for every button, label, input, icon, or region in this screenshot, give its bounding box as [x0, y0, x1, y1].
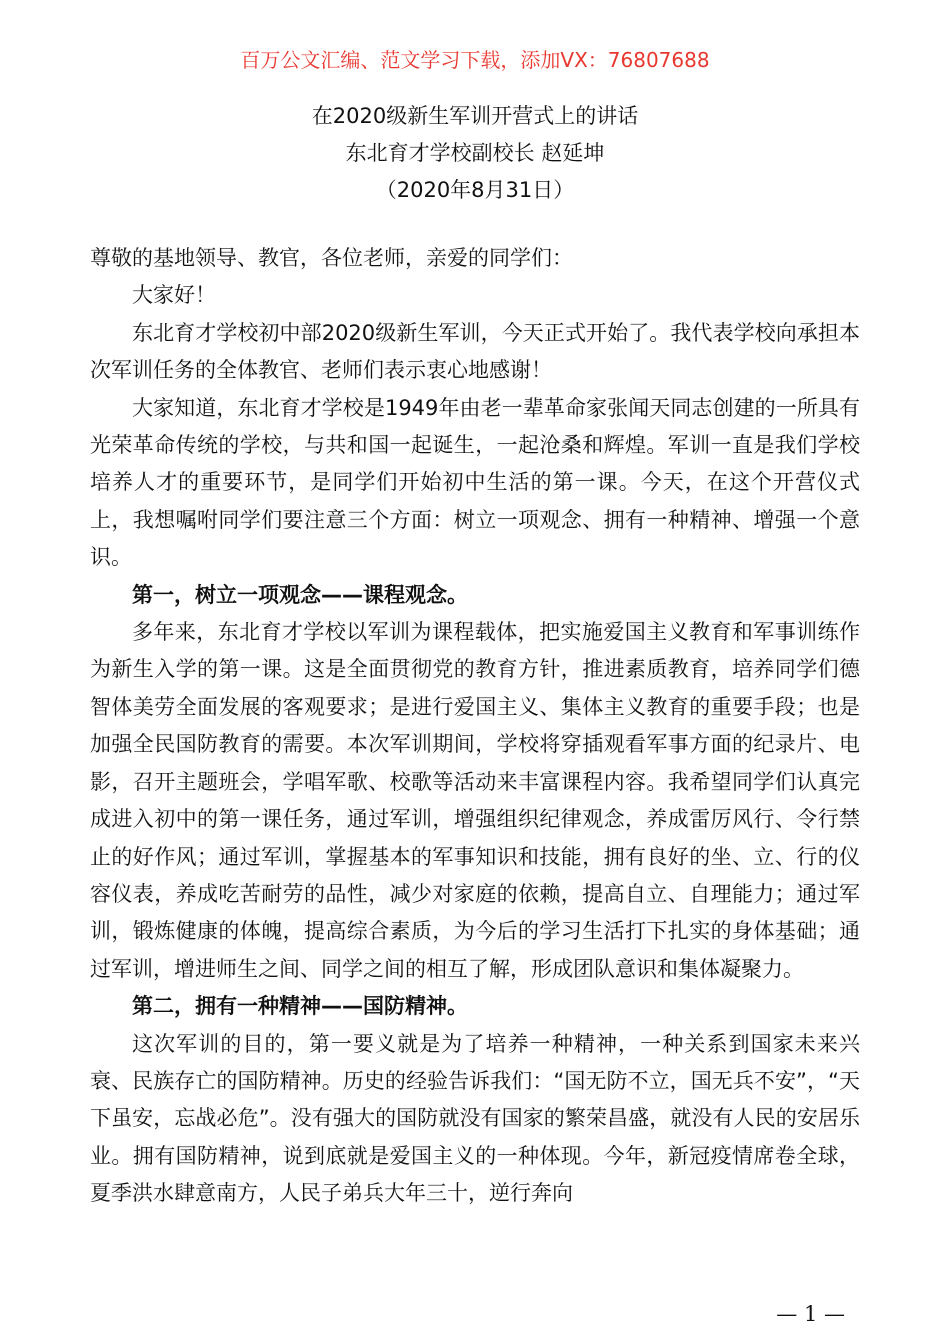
speech-date: （2020年8月31日）: [375, 178, 575, 202]
page-number: — 1 —: [776, 1302, 845, 1326]
paragraph-national-defense: 这次军训的目的，第一要义就是为了培养一种精神，一种关系到国家未来兴衰、民族存亡的国防精神。历史的经验告诉我们：“国无防不立，国无兵不安”，“天下虽安，忘战必危”。没有强大的国防就没有国家的繁荣昌盛，就没有人民的安居乐业。拥有国防精神，说到底就是爱国主义的一种体现。今年，新冠疫情席卷全球，夏季洪水肆意南方，人民子弟兵大年三十，逆行奔向: [90, 1031, 860, 1206]
section-heading-first: 第一，树立一项观念——课程观念。: [132, 582, 468, 607]
salutation: 尊敬的基地领导、教官，各位老师，亲爱的同学们：: [90, 246, 573, 270]
paragraph-opening: 东北育才学校初中部2020级新生军训，今天正式开始了。我代表学校向承担本次军训任务的全体教官、老师们表示衷心地感谢！: [90, 320, 860, 383]
speech-header: [0, 98, 950, 209]
speech-body: [90, 240, 860, 1213]
section-heading-second: 第二，拥有一种精神——国防精神。: [132, 994, 468, 1019]
banner-watermark: 百万公文汇编、范文学习下载，添加VX：76807688: [240, 48, 710, 72]
paragraph-school-history: 大家知道，东北育才学校是1949年由老一辈革命家张闻天同志创建的一所具有光荣革命传统的学校，与共和国一起诞生，一起沧桑和辉煌。军训一直是我们学校培养人才的重要环节，是同学们开始初中生活的第一课。今天，在这个开营仪式上，我想嘱咐同学们要注意三个方面：树立一项观念、拥有一种精神、增强一个意识。: [90, 395, 860, 570]
greeting: 大家好！: [132, 283, 216, 308]
paragraph-curriculum: 多年来，东北育才学校以军训为课程载体，把实施爱国主义教育和军事训练作为新生入学的第一课。这是全面贯彻党的教育方针，推进素质教育，培养同学们德智体美劳全面发展的客观要求；是进行爱国主义、集体主义教育的重要手段；也是加强全民国防教育的需要。本次军训期间，学校将穿插观看军事方面的纪录片、电影，召开主题班会，学唱军歌、校歌等活动来丰富课程内容。我希望同学们认真完成进入初中的第一课任务，通过军训，增强组织纪律观念，养成雷厉风行、令行禁止的好作风；通过军训，掌握基本的军事知识和技能，拥有良好的坐、立、行的仪容仪表，养成吃苦耐劳的品性，减少对家庭的依赖，提高自立、自理能力；通过军训，锻炼健康的体魄，提高综合素质，为今后的学习生活打下扎实的身体基础；通过军训，增进师生之间、同学之间的相互了解，形成团队意识和集体凝聚力。: [90, 620, 860, 981]
speaker-line: 东北育才学校副校长 赵延坤: [345, 141, 605, 165]
speech-title: 在2020级新生军训开营式上的讲话: [311, 104, 639, 128]
